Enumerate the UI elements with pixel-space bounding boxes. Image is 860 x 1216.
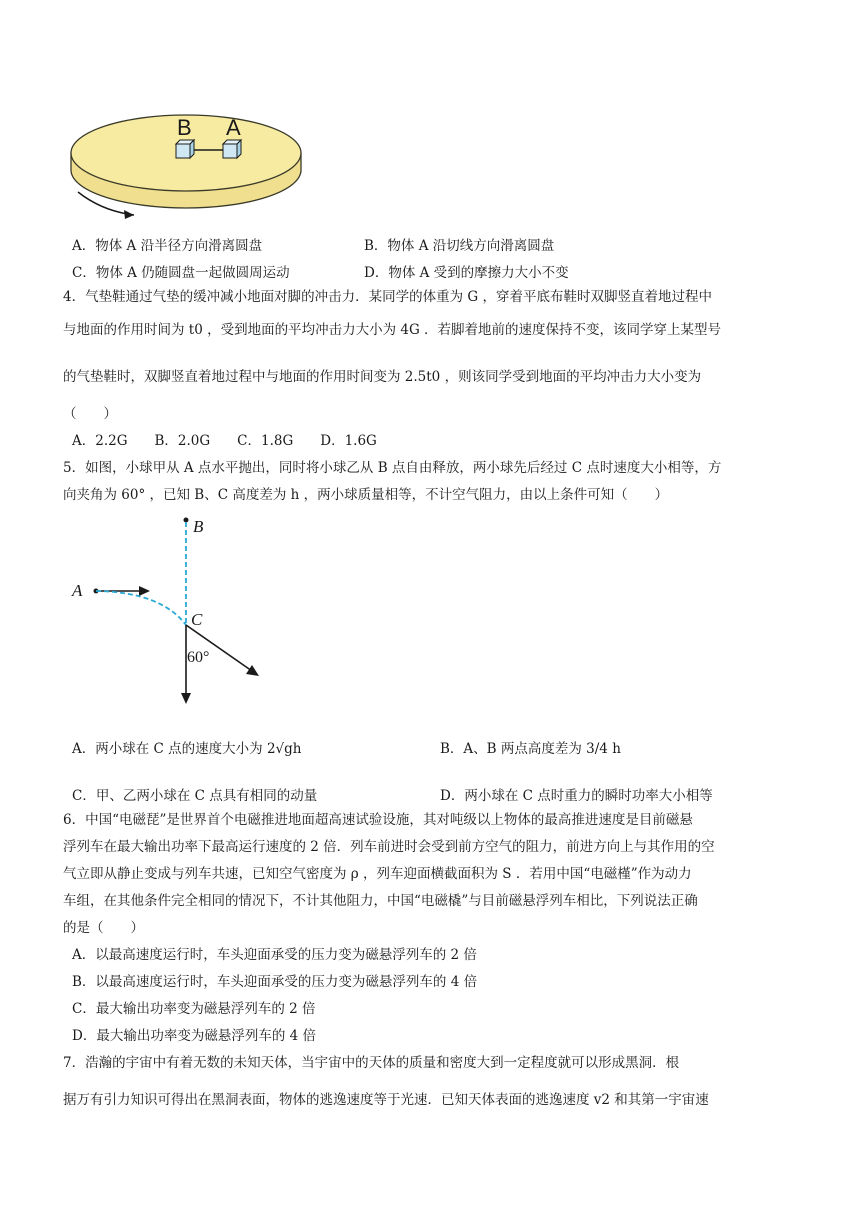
disk-label-a: A (226, 115, 241, 140)
q5-option-d: D．两小球在 C 点时重力的瞬时功率大小相等 (440, 788, 713, 804)
q3-option-d: D．物体 A 受到的摩擦力大小不变 (364, 265, 569, 281)
point-b-dot (184, 518, 189, 523)
dashed-projectile-path (96, 591, 186, 625)
q5-option-c: C．甲、乙两小球在 C 点具有相同的动量 (72, 788, 318, 804)
disk-label-b: B (177, 115, 192, 140)
q5-line-2: 向夹角为 60° ，已知 B、C 高度差为 h ，两小球质量相等，不计空气阻力，由以上条件可知（ ） (63, 487, 669, 503)
q5-option-b: B．A、B 两点高度差为 3/4 h (440, 741, 621, 757)
q5-line-1: 5．如图，小球甲从 A 点水平抛出，同时将小球乙从 B 点自由释放，两小球先后经过 C 点时速度大小相等，方 (63, 460, 722, 476)
q6-option-a: A．以最高速度运行时，车头迎面承受的压力变为磁悬浮列车的 2 倍 (72, 947, 477, 963)
q6-option-c: C．最大输出功率变为磁悬浮列车的 2 倍 (72, 1001, 316, 1017)
q4-paren: （ ） (63, 406, 117, 422)
q7-line-2: 据万有引力知识可得出在黑洞表面，物体的逃逸速度等于光速．已知天体表面的逃逸速度 v2 和其第一宇宙速 (63, 1092, 709, 1108)
q4-options: A．2.2G B．2.0G C．1.8G D．1.6G (72, 433, 377, 449)
q3-option-b: B．物体 A 沿切线方向滑离圆盘 (364, 238, 555, 254)
q5-option-a: A．两小球在 C 点的速度大小为 2√gh (72, 741, 302, 757)
q4-line-1: 4．气垫鞋通过气垫的缓冲减小地面对脚的冲击力．某同学的体重为 G ，穿着平底布鞋时双脚竖直着地过程中 (63, 289, 712, 305)
rotating-disk-figure (66, 108, 306, 224)
q6-line-1: 6．中国“电磁琵”是世界首个电磁推进地面超高速试验设施，其对吨级以上物体的最高推进速度是目前磁悬 (63, 812, 693, 828)
q7-line-1: 7．浩瀚的宇宙中有着无数的未知天体，当宇宙中的天体的质量和密度大到一定程度就可以形成黑洞．根 (63, 1055, 680, 1071)
rotation-arrowhead (124, 210, 134, 219)
cube-a (223, 140, 241, 158)
vertical-arrowhead (181, 693, 191, 704)
projectile-figure (66, 512, 276, 708)
inclined-arrowhead (246, 665, 259, 676)
q3-option-a: A．物体 A 沿半径方向滑离圆盘 (72, 238, 263, 254)
q6-line-4: 车组，在其他条件完全相同的情况下，不计其他阻力，中国“电磁橇”与目前磁悬浮列车相比，下列说法正确 (63, 893, 698, 909)
fig-label-b: B (193, 517, 204, 536)
q3-option-c: C．物体 A 仍随圆盘一起做圆周运动 (72, 265, 290, 281)
q6-option-d: D．最大输出功率变为磁悬浮列车的 4 倍 (72, 1028, 316, 1044)
q6-line-5: 的是（ ） (63, 920, 144, 936)
q6-line-2: 浮列车在最大输出功率下最高运行速度的 2 倍．列车前进时会受到前方空气的阻力，前进方向上与其作用的空 (63, 839, 715, 855)
cube-b (176, 140, 194, 158)
q4-line-2: 与地面的作用时间为 t0 ，受到地面的平均冲击力大小为 4G ．若脚着地前的速度保持不变，该同学穿上某型号 (63, 322, 722, 338)
q6-line-3: 气立即从静止变成与列车共速，已知空气密度为 ρ ，列车迎面横截面积为 S ．若用中国“电磁槿”作为动力 (63, 866, 692, 882)
q6-option-b: B．以最高速度运行时，车头迎面承受的压力变为磁悬浮列车的 4 倍 (72, 974, 478, 990)
angle-label: 60° (187, 649, 210, 666)
fig-label-c: C (191, 610, 203, 629)
fig-label-a: A (72, 581, 83, 600)
q4-line-3: 的气垫鞋时，双脚竖直着地过程中与地面的作用时间变为 2.5t0 ，则该同学受到地面的平均冲击力大小变为 (63, 369, 702, 385)
horizontal-arrowhead (139, 586, 150, 596)
